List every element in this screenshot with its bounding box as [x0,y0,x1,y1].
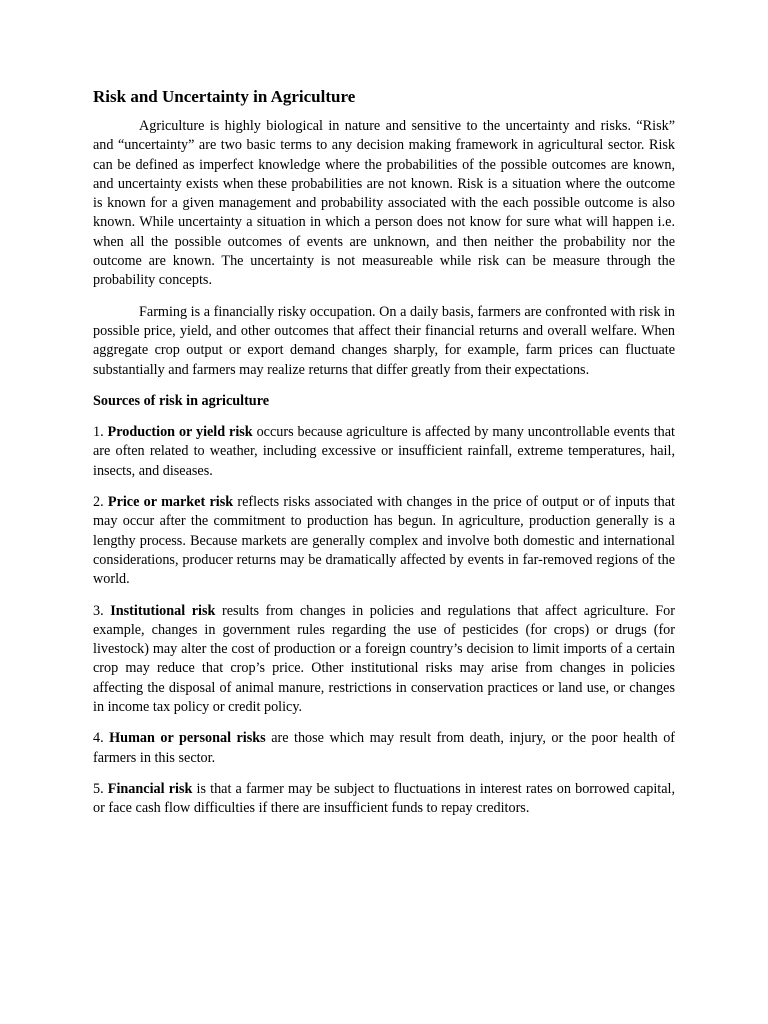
document-title: Risk and Uncertainty in Agriculture [93,87,356,106]
risk-item [93,780,675,819]
section-heading: Sources of risk in agriculture [93,392,270,409]
risk-item [93,729,675,768]
item-term: Financial risk [107,780,193,797]
risk-item [93,423,675,481]
item-term: Production or yield risk [107,424,253,441]
risk-item [93,602,675,718]
farming-paragraph: Farming is a financially risky occupation. On a daily basis, farmers are confronted with risk in possible price, yield, and other outcomes that affect their financial returns and overall welfare. When aggregate crop output or export demand changes sharply, for example, farm prices can fluctuate substantially and farmers may realize returns that differ greatly from their expectations. [93,303,675,378]
item-text: reflects risks associated with changes in the price of output or of inputs that may occur after the commitment to production has begun. In agriculture, production generally is a lengthy process. Because markets are generally complex and involve both domestic and international considerations, producer returns may be dramatically affected by events in far-removed regions of the world. [93,494,675,588]
item-number: 1. [93,424,104,441]
item-term: Price or market risk [107,494,234,511]
item-text: is that a farmer may be subject to fluctuations in interest rates on borrowed capital, or face cash flow difficulties if there are insufficient funds to repay creditors. [93,780,675,817]
item-term: Human or personal risks [109,730,266,747]
intro-paragraph: Agriculture is highly biological in nature and sensitive to the uncertainty and risks. “Risk” and “uncertainty” are two basic terms to any decision making framework in agricultural sector. Risk can be defined as imperfect knowledge where the probabilities of the possible outcomes are known, and uncertainty exists when these probabilities are not known. Risk is a situation where the outcome is known for a given management and probability associated with the each possible outcome is also known. While uncertainty a situation in which a person does not know for sure what will happen i.e. when all the possible outcomes of events are unknown, and then neither the probability nor the outcome are known. The uncertainty is not measureable while risk can be measure through the probability concepts. [93,118,675,289]
item-text: are those which may result from death, injury, or the poor health of farmers in this sector. [93,730,676,766]
item-number: 2. [93,494,104,511]
item-number: 4. [93,730,104,747]
item-number: 5. [93,780,104,797]
item-number: 3. [93,602,104,619]
document-page [93,86,675,831]
item-text: occurs because agriculture is affected by many uncontrollable events that are often related to weather, including excessive or insufficient rainfall, extreme temperatures, hail, insects, and diseases. [93,424,675,479]
item-term: Institutional risk [110,602,216,619]
item-text: results from changes in policies and regulations that affect agriculture. For example, changes in government rules regarding the use of pesticides (for crops) or drugs (for livestock) may alter the cost of production or a foreign country’s decision to limit imports of a certain crop may reduce that crop’s price. Other institutional risks may arise from changes in policies affecting the disposal of animal manure, restrictions in conservation practices or land use, or changes in income tax policy or credit policy. [93,602,676,716]
risk-item [93,493,675,589]
